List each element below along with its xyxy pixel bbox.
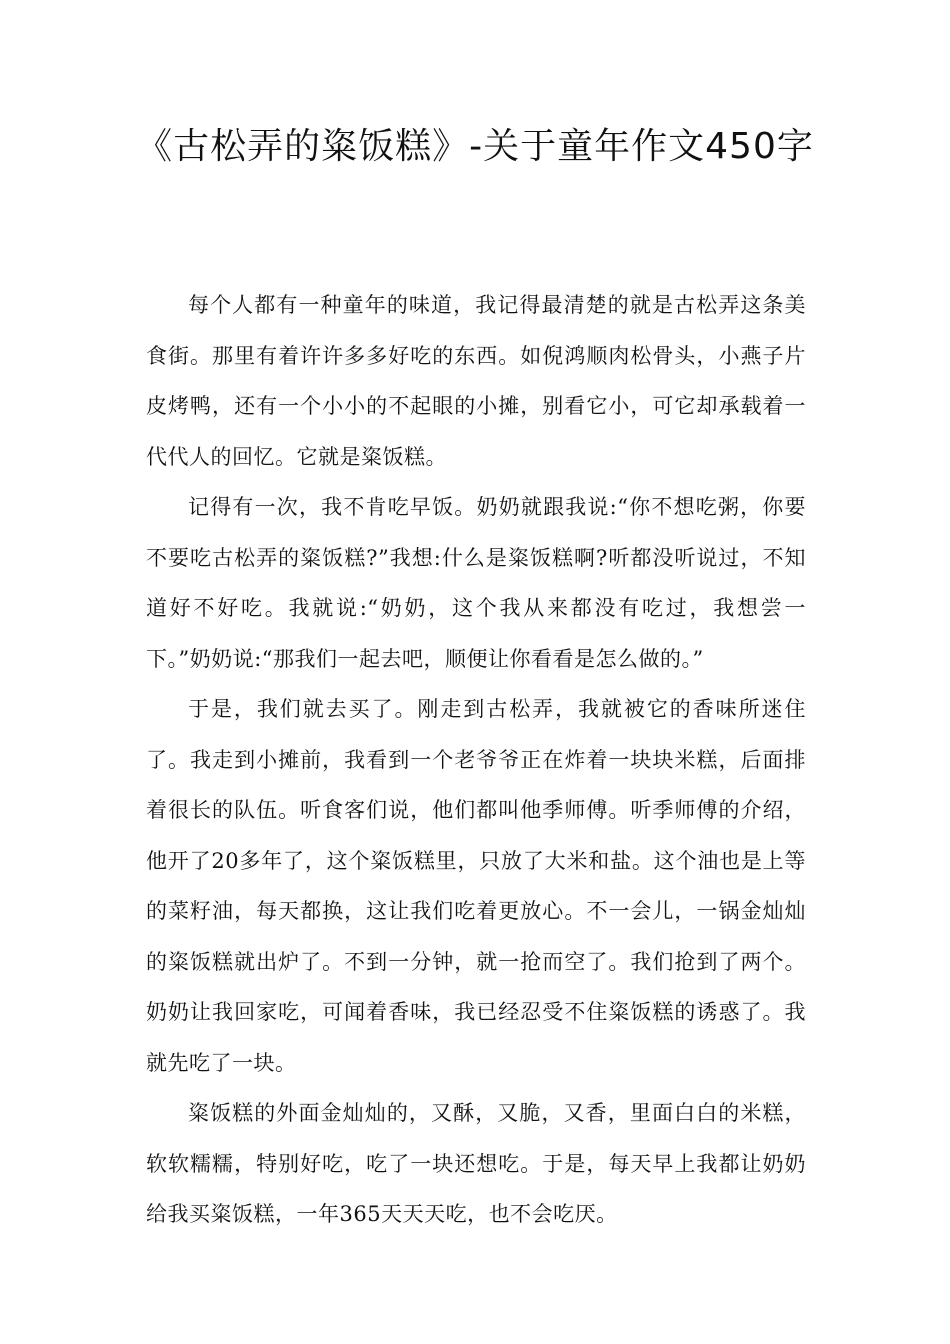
page-title: 《古松弄的粢饭糕》-关于童年作文450字: [136, 126, 814, 167]
paragraph-2: 记得有一次，我不肯吃早饭。奶奶就跟我说:“你不想吃粥，你要不要吃古松弄的粢饭糕?”我想:什么是粢饭糕啊?听都没听说过，不知道好不好吃。我就说:“奶奶，这个我从来都没有吃过，我想尝一下。”奶奶说:“那我们一起去吧，顺便让你看看是怎么做的。”: [146, 495, 806, 671]
paragraph-3: 于是，我们就去买了。刚走到古松弄，我就被它的香味所迷住了。我走到小摊前，我看到一个老爷爷正在炸着一块块米糕，后面排着很长的队伍。听食客们说，他们都叫他季师傅。听季师傅的介绍，他开了20多年了，这个粢饭糕里，只放了大米和盐。这个油也是上等的菜籽油，每天都换，这让我们吃着更放心。不一会儿，一锅金灿灿的粢饭糕就出炉了。不到一分钟，就一抢而空了。我们抢到了两个。奶奶让我回家吃，可闻着香味，我已经忍受不住粢饭糕的诱惑了。我就先吃了一块。: [146, 697, 806, 1075]
paragraph-1: 每个人都有一种童年的味道，我记得最清楚的就是古松弄这条美食街。那里有着许许多多好吃的东西。如倪鸿顺肉松骨头，小燕子片皮烤鸭，还有一个小小的不起眼的小摊，别看它小，可它却承载着一代代人的回忆。它就是粢饭糕。: [146, 293, 806, 469]
paragraph-4: 粢饭糕的外面金灿灿的，又酥，又脆，又香，里面白白的米糕，软软糯糯，特别好吃，吃了一块还想吃。于是，每天早上我都让奶奶给我买粢饭糕，一年365天天天吃，也不会吃厌。: [146, 1101, 806, 1226]
essay-body: [146, 280, 806, 1240]
